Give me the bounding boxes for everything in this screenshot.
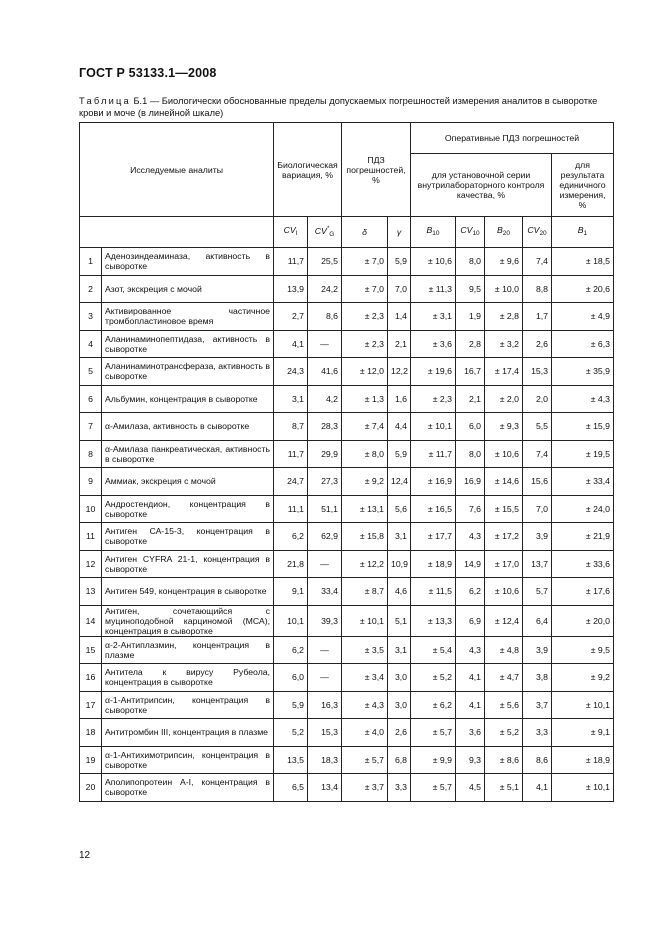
b20-cell: ± 12,4 [485,605,523,636]
cv-i-cell: 13,5 [274,746,308,774]
delta-cell: ± 12,2 [342,550,388,578]
b10-cell: ± 11,3 [411,275,456,303]
row-number: 10 [80,495,102,523]
cv10-cell: 8,0 [456,248,485,276]
cv20-cell: 5,5 [523,413,552,441]
b10-cell: ± 5,4 [411,636,456,664]
b20-cell: ± 2,0 [485,385,523,413]
gamma-cell: 3,0 [388,691,411,719]
delta-cell: ± 7,0 [342,248,388,276]
b10-cell: ± 6,2 [411,691,456,719]
gamma-cell: 4,6 [388,578,411,606]
b20-cell: ± 3,2 [485,330,523,358]
row-number: 1 [80,248,102,276]
row-number: 6 [80,385,102,413]
cv10-cell: 1,9 [456,303,485,331]
cv-i-cell: 4,1 [274,330,308,358]
cv10-cell: 6,0 [456,413,485,441]
delta-cell: ± 12,0 [342,358,388,386]
gamma-cell: 12,2 [388,358,411,386]
header-analytes: Исследуемые аналиты [80,123,274,217]
cv20-cell: 3,3 [523,719,552,747]
b1-cell: ± 33,6 [552,550,614,578]
table-row [80,523,614,551]
gamma-cell: 5,6 [388,495,411,523]
cv10-cell: 8,0 [456,440,485,468]
gamma-cell: 2,1 [388,330,411,358]
cv-i-cell: 5,2 [274,719,308,747]
cv20-cell: 8,6 [523,746,552,774]
b20-cell: ± 2,8 [485,303,523,331]
analyte-name: Андростендион, концентрация в сыворотке [102,495,274,523]
b1-cell: ± 10,1 [552,774,614,802]
analyte-name: Аденозиндеаминаза, активность в сыворотке [102,248,274,276]
cv10-cell: 6,2 [456,578,485,606]
delta-cell: ± 2,3 [342,330,388,358]
b10-cell: ± 13,3 [411,605,456,636]
row-number: 7 [80,413,102,441]
header-gamma: γ [388,217,411,248]
cv10-cell: 4,3 [456,523,485,551]
cv10-cell: 4,5 [456,774,485,802]
analyte-name: α-2-Антиплазмин, концентрация в плазме [102,636,274,664]
row-number: 13 [80,578,102,606]
cv-i-cell: 8,7 [274,413,308,441]
table-row [80,578,614,606]
table-row [80,719,614,747]
cv10-cell: 16,7 [456,358,485,386]
row-number: 20 [80,774,102,802]
header-cv20: $CV_{20}$ [523,217,552,248]
cv-g-cell: 25,5 [308,248,342,276]
b10-cell: ± 16,9 [411,468,456,496]
cv10-cell: 2,1 [456,385,485,413]
cv-i-cell: 6,2 [274,523,308,551]
analyte-name: Аммиак, экскреция с мочой [102,468,274,496]
gamma-cell: 3,1 [388,523,411,551]
row-number: 18 [80,719,102,747]
b10-cell: ± 9,9 [411,746,456,774]
b1-cell: ± 24,0 [552,495,614,523]
cv20-cell: 15,3 [523,358,552,386]
analyte-name: α-Амилаза панкреатическая, активность в сыворотке [102,440,274,468]
delta-cell: ± 15,8 [342,523,388,551]
delta-cell: ± 1,3 [342,385,388,413]
header-setup-series: для установочной серии внутрилабораторного контроля качества, % [411,154,552,217]
analyte-name: Активированное частичное тромбопластиновое время [102,303,274,331]
b10-cell: ± 3,1 [411,303,456,331]
b20-cell: ± 17,4 [485,358,523,386]
analyte-name: Антиген СА-15-3, концентрация в сыворотке [102,523,274,551]
cv-i-cell: 13,9 [274,275,308,303]
cv-g-cell: 33,4 [308,578,342,606]
header-pdz: ПДЗ погрешностей, % [342,123,411,217]
header-b1: $B_1$ [552,217,614,248]
analyte-name: α-1-Антитрипсин, концентрация в сыворотке [102,691,274,719]
cv-g-cell: 29,9 [308,440,342,468]
b1-cell: ± 33,4 [552,468,614,496]
cv-g-cell: 28,3 [308,413,342,441]
cv-g-cell: 8,6 [308,303,342,331]
b10-cell: ± 5,7 [411,719,456,747]
b20-cell: ± 4,7 [485,664,523,692]
cv20-cell: 3,8 [523,664,552,692]
cv20-cell: 7,0 [523,495,552,523]
b20-cell: ± 15,5 [485,495,523,523]
gamma-cell: 5,9 [388,248,411,276]
analyte-name: α-1-Антихимотрипсин, концентрация в сыворотке [102,746,274,774]
b1-cell: ± 20,0 [552,605,614,636]
analyte-name: Антитела к вирусу Рубеола, концентрация в сыворотке [102,664,274,692]
table-row [80,774,614,802]
gamma-cell: 5,1 [388,605,411,636]
b10-cell: ± 11,7 [411,440,456,468]
b20-cell: ± 14,6 [485,468,523,496]
cv20-cell: 6,4 [523,605,552,636]
b1-cell: ± 15,9 [552,413,614,441]
cv-i-cell: 21,8 [274,550,308,578]
b1-cell: ± 18,9 [552,746,614,774]
cv10-cell: 7,6 [456,495,485,523]
cv-g-cell: 62,9 [308,523,342,551]
document-designation: ГОСТ Р 53133.1—2008 [79,66,217,80]
cv-g-cell: 39,3 [308,605,342,636]
table-row [80,550,614,578]
cv-g-cell: — [308,550,342,578]
cv10-cell: 3,6 [456,719,485,747]
cv10-cell: 14,9 [456,550,485,578]
delta-cell: ± 4,0 [342,719,388,747]
table-row [80,275,614,303]
cv20-cell: 5,7 [523,578,552,606]
row-number: 12 [80,550,102,578]
row-number: 17 [80,691,102,719]
gamma-cell: 5,9 [388,440,411,468]
delta-cell: ± 3,4 [342,664,388,692]
cv20-cell: 8,8 [523,275,552,303]
b1-cell: ± 9,2 [552,664,614,692]
cv20-cell: 3,7 [523,691,552,719]
table-row [80,664,614,692]
delta-cell: ± 7,4 [342,413,388,441]
analyte-name: α-Амилаза, активность в сыворотке [102,413,274,441]
header-delta: δ [342,217,388,248]
cv-g-cell: 27,3 [308,468,342,496]
cv10-cell: 16,9 [456,468,485,496]
delta-cell: ± 2,3 [342,303,388,331]
cv-g-cell: 41,6 [308,358,342,386]
header-single-result: для результата единичного измерения, % [552,154,614,217]
b1-cell: ± 18,5 [552,248,614,276]
row-number: 3 [80,303,102,331]
delta-cell: ± 10,1 [342,605,388,636]
gamma-cell: 3,3 [388,774,411,802]
header-bio-variation: Биологическая вариация, % [274,123,342,217]
b1-cell: ± 9,1 [552,719,614,747]
cv-g-cell: 51,1 [308,495,342,523]
analyte-name: Аланинаминотрансфераза, активность в сыворотке [102,358,274,386]
table-row [80,413,614,441]
cv-i-cell: 11,7 [274,440,308,468]
cv-i-cell: 6,0 [274,664,308,692]
b1-cell: ± 6,3 [552,330,614,358]
analyte-name: Антиген, сочетающийся с муциноподобной карциномой (МСА), концентрация в сыворотке [102,605,274,636]
b20-cell: ± 8,6 [485,746,523,774]
b1-cell: ± 35,9 [552,358,614,386]
gamma-cell: 1,6 [388,385,411,413]
table-row [80,248,614,276]
table-caption-text: Б.1 — Биологически обоснованные пределы допускаемых погрешностей измерения аналитов в сыворотке крови и моче (в линейной шкале) [79,96,598,118]
b10-cell: ± 2,3 [411,385,456,413]
gamma-cell: 7,0 [388,275,411,303]
analyte-name: Антиген CYFRA 21-1, концентрация в сыворотке [102,550,274,578]
b10-cell: ± 17,7 [411,523,456,551]
cv10-cell: 6,9 [456,605,485,636]
b20-cell: ± 9,3 [485,413,523,441]
header-cv-i: $CV_I$ [274,217,308,248]
b10-cell: ± 11,5 [411,578,456,606]
cv-i-cell: 24,7 [274,468,308,496]
cv-g-cell: 15,3 [308,719,342,747]
cv10-cell: 4,3 [456,636,485,664]
cv-i-cell: 9,1 [274,578,308,606]
table-row [80,440,614,468]
header-cv-g: $CV^*_G$ [308,217,342,248]
table-row [80,468,614,496]
cv-i-cell: 11,1 [274,495,308,523]
table-row [80,385,614,413]
header-cv10: $CV_{10}$ [456,217,485,248]
gamma-cell: 4,4 [388,413,411,441]
row-number: 8 [80,440,102,468]
table-row [80,303,614,331]
b10-cell: ± 5,7 [411,774,456,802]
cv20-cell: 2,0 [523,385,552,413]
cv-i-cell: 3,1 [274,385,308,413]
gamma-cell: 3,1 [388,636,411,664]
row-number: 9 [80,468,102,496]
cv20-cell: 7,4 [523,440,552,468]
b10-cell: ± 3,6 [411,330,456,358]
page-number: 12 [79,850,91,861]
header-b10: $B_{10}$ [411,217,456,248]
cv-i-cell: 6,5 [274,774,308,802]
header-blank [80,217,274,248]
table-row [80,636,614,664]
row-number: 16 [80,664,102,692]
gamma-cell: 12,4 [388,468,411,496]
b1-cell: ± 4,9 [552,303,614,331]
b20-cell: ± 10,6 [485,578,523,606]
b20-cell: ± 17,2 [485,523,523,551]
b20-cell: ± 5,1 [485,774,523,802]
delta-cell: ± 9,2 [342,468,388,496]
table-caption [79,96,619,119]
cv10-cell: 9,5 [456,275,485,303]
cv20-cell: 3,9 [523,523,552,551]
gamma-cell: 2,6 [388,719,411,747]
table-body [80,248,614,802]
b10-cell: ± 16,5 [411,495,456,523]
cv10-cell: 2,8 [456,330,485,358]
b1-cell: ± 10,1 [552,691,614,719]
row-number: 15 [80,636,102,664]
delta-cell: ± 13,1 [342,495,388,523]
b10-cell: ± 5,2 [411,664,456,692]
table-row [80,691,614,719]
cv20-cell: 2,6 [523,330,552,358]
analyte-name: Антиген 549, концентрация в сыворотке [102,578,274,606]
analyte-name: Антитромбин III, концентрация в плазме [102,719,274,747]
b20-cell: ± 4,8 [485,636,523,664]
table-caption-label: Таблица [79,96,131,106]
cv10-cell: 4,1 [456,691,485,719]
cv-g-cell: — [308,664,342,692]
b10-cell: ± 10,1 [411,413,456,441]
b1-cell: ± 21,9 [552,523,614,551]
cv-i-cell: 2,7 [274,303,308,331]
cv-g-cell: — [308,636,342,664]
b1-cell: ± 17,6 [552,578,614,606]
cv-g-cell: 13,4 [308,774,342,802]
delta-cell: ± 8,7 [342,578,388,606]
delta-cell: ± 3,5 [342,636,388,664]
cv20-cell: 1,7 [523,303,552,331]
gamma-cell: 10,9 [388,550,411,578]
row-number: 5 [80,358,102,386]
b10-cell: ± 19,6 [411,358,456,386]
gamma-cell: 3,0 [388,664,411,692]
analyte-name: Альбумин, концентрация в сыворотке [102,385,274,413]
delta-cell: ± 8,0 [342,440,388,468]
cv-g-cell: 24,2 [308,275,342,303]
table-row [80,605,614,636]
cv-g-cell: — [308,330,342,358]
b10-cell: ± 18,9 [411,550,456,578]
table-row [80,495,614,523]
cv-i-cell: 6,2 [274,636,308,664]
delta-cell: ± 5,7 [342,746,388,774]
b1-cell: ± 4,3 [552,385,614,413]
b1-cell: ± 20,6 [552,275,614,303]
table-row [80,746,614,774]
row-number: 11 [80,523,102,551]
row-number: 14 [80,605,102,636]
b20-cell: ± 5,6 [485,691,523,719]
analyte-name: Аполипопротеин А-I, концентрация в сыворотке [102,774,274,802]
cv-i-cell: 11,7 [274,248,308,276]
b20-cell: ± 9,6 [485,248,523,276]
delta-cell: ± 3,7 [342,774,388,802]
table-row [80,358,614,386]
analyte-name: Азот, экскреция с мочой [102,275,274,303]
cv20-cell: 15,6 [523,468,552,496]
analyte-limits-table [79,122,614,802]
cv-i-cell: 24,3 [274,358,308,386]
analyte-name: Аланинаминопептидаза, активность в сыворотке [102,330,274,358]
cv10-cell: 9,3 [456,746,485,774]
cv20-cell: 13,7 [523,550,552,578]
b20-cell: ± 17,0 [485,550,523,578]
delta-cell: ± 4,3 [342,691,388,719]
b1-cell: ± 19,5 [552,440,614,468]
row-number: 4 [80,330,102,358]
b20-cell: ± 10,6 [485,440,523,468]
cv20-cell: 7,4 [523,248,552,276]
gamma-cell: 1,4 [388,303,411,331]
cv-i-cell: 10,1 [274,605,308,636]
b1-cell: ± 9,5 [552,636,614,664]
header-operative: Оперативные ПДЗ погрешностей [411,123,614,154]
b10-cell: ± 10,6 [411,248,456,276]
cv20-cell: 3,9 [523,636,552,664]
cv-i-cell: 5,9 [274,691,308,719]
cv-g-cell: 16,3 [308,691,342,719]
cv-g-cell: 18,3 [308,746,342,774]
row-number: 2 [80,275,102,303]
gamma-cell: 6,8 [388,746,411,774]
table-row [80,330,614,358]
cv-g-cell: 4,2 [308,385,342,413]
cv10-cell: 4,1 [456,664,485,692]
b20-cell: ± 5,2 [485,719,523,747]
delta-cell: ± 7,0 [342,275,388,303]
header-b20: $B_{20}$ [485,217,523,248]
cv20-cell: 4,1 [523,774,552,802]
row-number: 19 [80,746,102,774]
b20-cell: ± 10,0 [485,275,523,303]
